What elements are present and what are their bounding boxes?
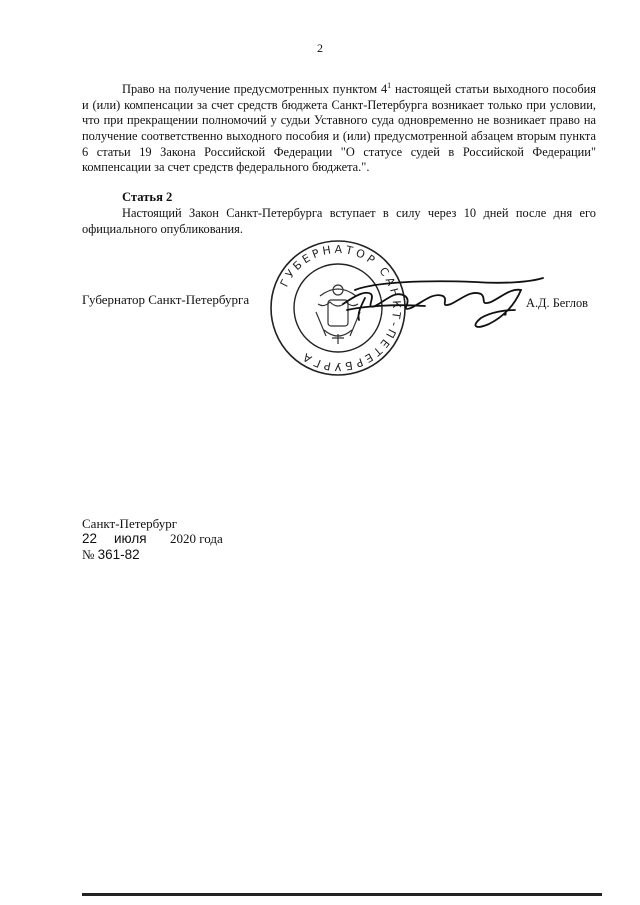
date-day: 22	[82, 531, 98, 546]
handwritten-signature	[335, 260, 550, 340]
law-number-value: 361-82	[97, 547, 140, 562]
article-heading: Статья 2	[122, 190, 173, 204]
paragraph-1: Право на получение предусмотренных пунктом $4^1$ настоящей статьи выходного пособия и (или) компенсации за счет средств бюджета Санкт-Петербурга возникает только при условии, что при прекращении полномочий у судьи Уставного суда одновременно не возникает право на получение соответственно выходного пособия и (или) предусмотренной абзацем вторым пункта 6 статьи 19 Закона Российской Федерации "О статусе судей в Российской Федерации" компенсации за счет средств федерального бюджета.".	[82, 81, 596, 175]
bottom-rule	[82, 893, 602, 896]
page-number: 2	[317, 41, 323, 55]
date-month: июля	[114, 531, 147, 546]
paragraph-2: Настоящий Закон Санкт-Петербурга вступает в силу через 10 дней после дня его официального опубликования.	[82, 206, 596, 236]
law-number: № 361-82	[82, 547, 140, 562]
seal-ring-text: ГУБЕРНАТОР САНКТ-ПЕТЕРБУРГА	[277, 242, 404, 374]
place-of-signing: Санкт-Петербург	[82, 516, 178, 531]
date-year: 2020 года	[170, 531, 223, 546]
superscript: 1	[387, 81, 392, 90]
signatory-position: Губернатор Санкт-Петербурга	[82, 292, 250, 307]
signatory-name: А.Д. Беглов	[526, 296, 588, 310]
